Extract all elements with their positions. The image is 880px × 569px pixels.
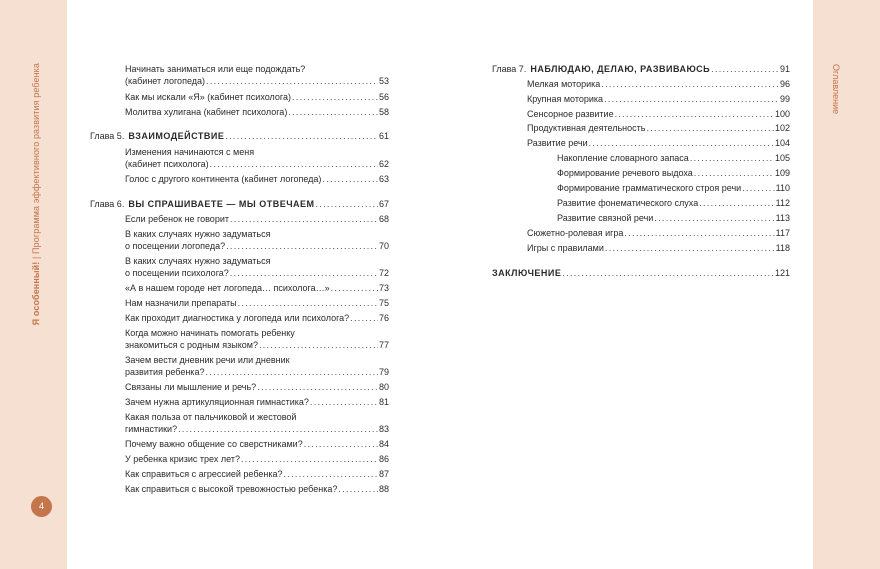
chapter-heading[interactable]: Глава 6. ВЫ СПРАШИВАЕТЕ — МЫ ОТВЕЧАЕМ ..... 67 — [90, 198, 389, 210]
toc-entry-text: Какая польза от пальчиковой и жестовой — [125, 412, 297, 422]
toc-entry-text: В каких случаях нужно задуматься — [125, 256, 271, 266]
toc-entry[interactable]: (кабинет психолога) ..... 62 — [125, 158, 389, 170]
toc-entry[interactable]: «А в нашем городе нет логопеда… психолога…» ..... 73 — [125, 282, 389, 294]
toc-entry[interactable]: Игры с правилами ..... 118 — [527, 242, 790, 254]
conclusion-heading[interactable]: ЗАКЛЮЧЕНИЕ ..... 121 — [492, 267, 790, 279]
toc-entry[interactable]: Сюжетно-ролевая игра ..... 117 — [527, 227, 790, 239]
toc-entry[interactable]: (кабинет логопеда) ..... 53 — [125, 75, 389, 87]
toc-entry-text: Зачем вести дневник речи или дневник — [125, 355, 290, 365]
toc-entry[interactable]: Связаны ли мышление и речь? ..... 80 — [125, 381, 389, 393]
toc-subentry[interactable]: Развитие фонематического слуха ..... 112 — [557, 197, 790, 209]
toc-entry[interactable]: Как справиться с высокой тревожностью ребенка? ..... 88 — [125, 483, 389, 495]
toc-entry[interactable]: Зачем нужна артикуляционная гимнастика? ..... 81 — [125, 396, 389, 408]
toc-entry[interactable]: о посещении логопеда? ..... 70 — [125, 240, 389, 252]
toc-entry[interactable]: Как мы искали «Я» (кабинет психолога) ..... 56 — [125, 91, 389, 103]
toc-entry[interactable]: о посещении психолога? ..... 72 — [125, 267, 389, 279]
toc-entry[interactable]: знакомиться с родным языком? ..... 77 — [125, 339, 389, 351]
toc-entry[interactable]: У ребенка кризис трех лет? ..... 86 — [125, 453, 389, 465]
toc-entry-text: В каких случаях нужно задуматься — [125, 229, 271, 239]
toc-subentry[interactable]: Накопление словарного запаса ..... 105 — [557, 152, 790, 164]
toc-subentry[interactable]: Развитие связной речи ..... 113 — [557, 212, 790, 224]
toc-entry[interactable]: гимнастики? ..... 83 — [125, 423, 389, 435]
series-name: Я особенный! — [31, 261, 41, 326]
toc-entry[interactable]: Голос с другого континента (кабинет логопеда) ..... 63 — [125, 173, 389, 185]
chapter-heading[interactable]: Глава 7. НАБЛЮДАЮ, ДЕЛАЮ, РАЗВИВАЮСЬ ..... 91 — [492, 63, 790, 75]
toc-entry[interactable]: Продуктивная деятельность ..... 102 — [527, 122, 790, 134]
toc-entry[interactable]: Нам назначили препараты ..... 75 — [125, 297, 389, 309]
toc-entry[interactable]: Развитие речи ..... 104 — [527, 137, 790, 149]
right-margin-band — [813, 0, 880, 569]
toc-entry-text: Начинать заниматься или еще подождать? — [125, 64, 306, 74]
toc-entry-text: Когда можно начинать помогать ребенку — [125, 328, 295, 338]
toc-entry[interactable]: Крупная моторика ..... 99 — [527, 93, 790, 105]
toc-subentry[interactable]: Формирование речевого выдоха ..... 109 — [557, 167, 790, 179]
toc-entry[interactable]: Почему важно общение со сверстниками? ..... 84 — [125, 438, 389, 450]
toc-entry[interactable]: развития ребенка? ..... 79 — [125, 366, 389, 378]
running-title-right: Оглавление — [831, 64, 841, 115]
toc-entry[interactable]: Молитва хулигана (кабинет психолога) ..... 58 — [125, 106, 389, 118]
chapter-heading[interactable]: Глава 5. ВЗАИМОДЕЙСТВИЕ ..... 61 — [90, 130, 389, 142]
page-number: 4 — [31, 496, 52, 517]
toc-entry[interactable]: Как справиться с агрессией ребенка? ..... 87 — [125, 468, 389, 480]
toc-entry[interactable]: Если ребенок не говорит ..... 68 — [125, 213, 389, 225]
toc-entry[interactable]: Как проходит диагностика у логопеда или психолога? ..... 76 — [125, 312, 389, 324]
toc-entry[interactable]: Сенсорное развитие ..... 100 — [527, 108, 790, 120]
running-title-left: Я особенный! | Программа эффективного развития ребенка — [31, 63, 41, 326]
book-title: Программа эффективного развития ребенка — [31, 63, 41, 254]
toc-entry-text: Изменения начинаются с меня — [125, 147, 255, 157]
toc-entry[interactable]: Мелкая моторика ..... 96 — [527, 78, 790, 90]
toc-subentry[interactable]: Формирование грамматического строя речи ..... 110 — [557, 182, 790, 194]
